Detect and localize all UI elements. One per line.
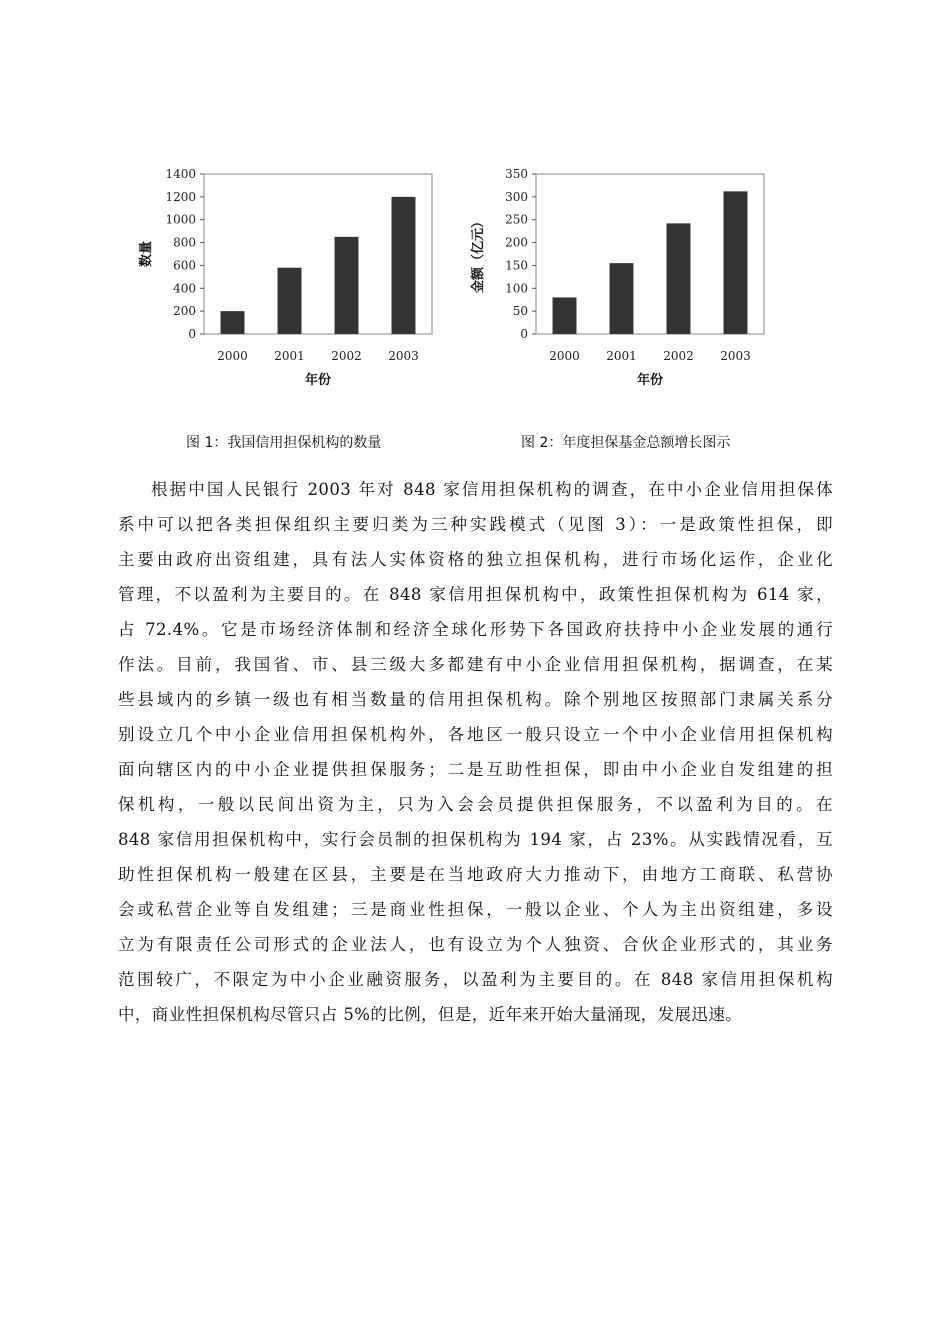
body-paragraph bbox=[118, 472, 833, 1032]
y-tick-label: 200 bbox=[173, 304, 196, 319]
y-tick-label: 350 bbox=[505, 167, 528, 181]
paragraph-line: 系中可以把各类担保组织主要归类为三种实践模式（见图 3）：一是政策性担保，即 bbox=[118, 515, 833, 534]
figure-2-caption: 图 2：年度担保基金总额增长图示 bbox=[521, 435, 731, 451]
paragraph-line: 作法。目前，我国省、市、县三级大多都建有中小企业信用担保机构，据调查，在某 bbox=[118, 655, 833, 674]
paragraph-line: 管理，不以盈利为主要目的。在 848 家信用担保机构中，政策性担保机构为 614 家， bbox=[118, 585, 833, 604]
x-tick-label: 2000 bbox=[217, 349, 248, 363]
y-tick-label: 600 bbox=[173, 258, 196, 273]
x-tick-label: 2002 bbox=[663, 349, 694, 363]
paragraph-line: 立为有限责任公司形式的企业法人，也有设立为个人独资、合伙企业形式的，其业务 bbox=[118, 935, 833, 954]
y-tick-label: 1400 bbox=[165, 167, 196, 181]
paragraph-line: 面向辖区内的中小企业提供担保服务；二是互助性担保，即由中小企业自发组建的担 bbox=[118, 760, 833, 779]
bar-2002 bbox=[667, 223, 691, 334]
bar-2001 bbox=[278, 268, 302, 334]
paragraph-line: 保机构，一般以民间出资为主，只为入会会员提供担保服务，不以盈利为目的。在 bbox=[118, 795, 833, 814]
figure-1-caption: 图 1：我国信用担保机构的数量 bbox=[186, 435, 382, 451]
y-axis-label: 金额（亿元） bbox=[471, 214, 486, 294]
y-tick-label: 1000 bbox=[165, 212, 196, 227]
paragraph-line: 范围较广，不限定为中小企业融资服务，以盈利为主要目的。在 848 家信用担保机构 bbox=[118, 970, 833, 989]
x-tick-label: 2003 bbox=[720, 349, 751, 363]
x-tick-label: 2002 bbox=[331, 349, 362, 363]
paragraph-line: 些县域内的乡镇一级也有相当数量的信用担保机构。除个别地区按照部门隶属关系分 bbox=[118, 690, 833, 709]
x-tick-label: 2003 bbox=[388, 349, 419, 363]
bar-2003 bbox=[392, 197, 416, 334]
paragraph-line: 助性担保机构一般建在区县，主要是在当地政府大力推动下，由地方工商联、私营协 bbox=[118, 865, 833, 884]
paragraph-line: 中，商业性担保机构尽管只占 5%的比例，但是，近年来开始大量涌现，发展迅速。 bbox=[118, 1005, 743, 1024]
chart-institution-count-svg bbox=[130, 160, 450, 395]
y-tick-label: 1200 bbox=[165, 189, 196, 204]
chart-guarantee-fund-svg bbox=[462, 160, 782, 395]
y-tick-label: 0 bbox=[188, 327, 196, 341]
bar-2000 bbox=[221, 311, 245, 334]
chart-institution-count bbox=[130, 160, 450, 395]
x-tick-label: 2001 bbox=[274, 349, 305, 363]
bar-2002 bbox=[335, 237, 359, 334]
y-tick-label: 400 bbox=[173, 281, 196, 296]
y-tick-label: 0 bbox=[520, 327, 528, 341]
bar-2003 bbox=[724, 191, 748, 334]
x-tick-label: 2000 bbox=[549, 349, 580, 363]
paragraph-line: 根据中国人民银行 2003 年对 848 家信用担保机构的调查，在中小企业信用担保体 bbox=[151, 480, 833, 499]
chart-guarantee-fund bbox=[462, 160, 782, 395]
y-tick-label: 50 bbox=[512, 304, 528, 319]
bar-2001 bbox=[610, 263, 634, 334]
y-tick-label: 250 bbox=[505, 212, 528, 227]
x-axis-label: 年份 bbox=[636, 373, 664, 388]
paragraph-line: 会或私营企业等自发组建；三是商业性担保，一般以企业、个人为主出资组建，多设 bbox=[118, 900, 833, 919]
y-axis-label: 数量 bbox=[139, 240, 154, 268]
y-tick-label: 150 bbox=[505, 258, 528, 273]
y-tick-label: 300 bbox=[505, 189, 528, 204]
y-tick-label: 200 bbox=[505, 235, 528, 250]
paragraph-line: 别设立几个中小企业信用担保机构外，各地区一般只设立一个中小企业信用担保机构 bbox=[118, 725, 833, 744]
paragraph-line: 占 72.4%。它是市场经济体制和经济全球化形势下各国政府扶持中小企业发展的通行 bbox=[118, 620, 833, 639]
y-tick-label: 100 bbox=[505, 281, 528, 296]
y-tick-label: 800 bbox=[173, 235, 196, 250]
paragraph-line: 848 家信用担保机构中，实行会员制的担保机构为 194 家，占 23%。从实践情况看，互 bbox=[118, 830, 833, 849]
x-axis-label: 年份 bbox=[304, 373, 332, 388]
bar-2000 bbox=[553, 297, 577, 334]
x-tick-label: 2001 bbox=[606, 349, 637, 363]
paragraph-line: 主要由政府出资组建，具有法人实体资格的独立担保机构，进行市场化运作，企业化 bbox=[118, 550, 833, 569]
paragraph-lines bbox=[118, 472, 833, 1032]
